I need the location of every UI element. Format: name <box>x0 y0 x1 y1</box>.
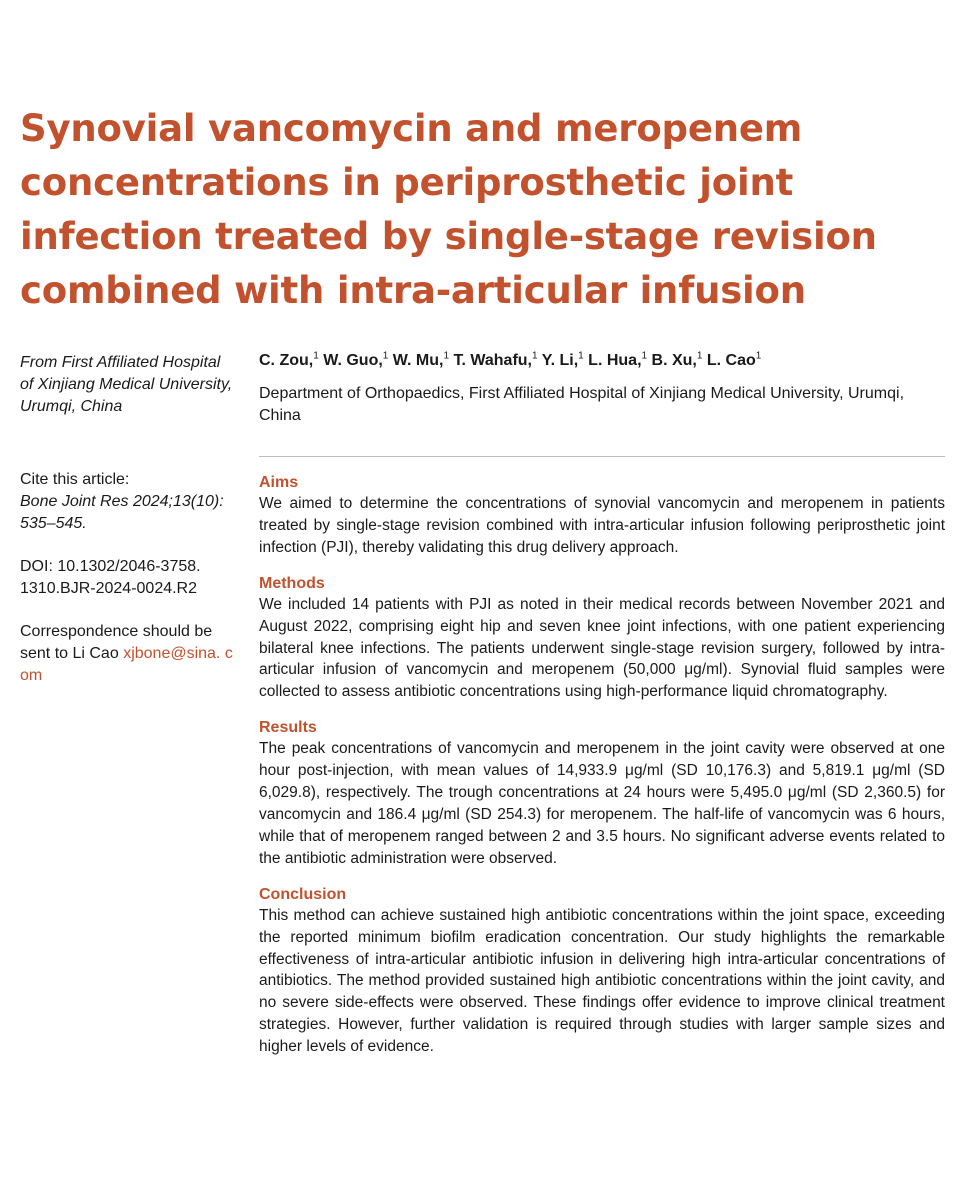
author-affiliation-number: 1 <box>578 350 584 362</box>
author-name: Y. Li, <box>541 352 579 369</box>
section-results <box>259 718 945 869</box>
correspondence-text: Correspondence should be sent to Li Cao <box>20 623 213 662</box>
author-name: B. Xu, <box>651 352 697 369</box>
section-body: We aimed to determine the concentrations of synovial vancomycin and meropenem in patients treated by single-stage revision combined with intra-articular infusion following periprosthetic joint infection (PJI), thereby validating this drug delivery approach. <box>259 495 945 556</box>
article-sidebar <box>20 352 235 687</box>
author-affiliation-number: 1 <box>382 350 389 362</box>
section-conclusion <box>259 885 945 1058</box>
author-affiliation-number: 1 <box>531 350 538 362</box>
author <box>393 352 449 369</box>
section-heading: Results <box>259 719 317 737</box>
author-affiliation-number: 1 <box>755 350 762 362</box>
author-name: W. Mu, <box>392 352 444 369</box>
section-heading: Conclusion <box>259 885 347 903</box>
doi: DOI: 10.1302/2046-3758. 1310.BJR-2024-0024.R2 <box>20 558 201 597</box>
author <box>542 352 584 369</box>
section-divider <box>259 456 945 457</box>
author <box>588 352 647 369</box>
section-body: We included 14 patients with PJI as noted in their medical records between November 2021 and August 2022, comprising eight hip and seven knee joint infections, with one patient experiencing bilateral knee infections. The patients underwent single-stage revision surgery, followed by intra-articular infusion of vancomycin and meropenem (50,000 μg/ml). Synovial fluid samples were collected to assess antibiotic concentrations using high-performance liquid chromatography. <box>259 595 945 701</box>
author <box>652 352 703 369</box>
correspondence <box>20 621 235 687</box>
author <box>259 352 319 369</box>
citation-label: Cite this article: <box>20 471 130 488</box>
author <box>707 352 761 369</box>
author-name: W. Guo, <box>323 352 383 369</box>
section-methods <box>259 574 945 704</box>
citation-journal: Bone Joint Res 2024;13(10): 535–545. <box>20 493 224 532</box>
author-affiliation-number: 1 <box>696 350 703 362</box>
citation-block <box>20 469 235 535</box>
section-heading: Methods <box>259 574 325 592</box>
author-name: L. Cao <box>706 352 756 369</box>
section-aims <box>259 473 945 559</box>
article-title: Synovial vancomycin and meropenem concentrations in periprosthetic joint infection treated by single-stage revision combined with intra-articular infusion <box>20 107 877 312</box>
article-main <box>259 350 945 1073</box>
author-list <box>259 350 945 372</box>
section-heading: Aims <box>259 474 299 491</box>
author-affiliation: Department of Orthopaedics, First Affiliated Hospital of Xinjiang Medical University, Urumqi, China <box>259 385 905 424</box>
section-body: The peak concentrations of vancomycin and meropenem in the joint cavity were observed at one hour post-injection, with mean values of 14,933.9 μg/ml (SD 10,176.3) and 5,819.1 μg/ml (SD 6,029.8), respectively. The trough concentrations at 24 hours were 5,495.0 μg/ml (SD 2,360.5) for vancomycin and 186.4 μg/ml (SD 254.3) for meropenem. The half-life of vancomycin was 6 hours, while that of meropenem ranged between 2 and 3.5 hours. No significant adverse events related to the antibiotic administration were observed. <box>259 740 945 867</box>
author-name: L. Hua, <box>588 352 642 369</box>
author-name: C. Zou, <box>259 352 314 369</box>
author <box>453 352 537 369</box>
section-body: This method can achieve sustained high antibiotic concentrations within the joint space, exceeding the reported minimum biofilm eradication concentration. Our study highlights the remarkable effectiveness of intra-articular antibiotic infusion in delivering high intra-articular concentrations of antibiotics. The method provided sustained high antibiotic concentrations within the joint cavity, and no severe side-effects were observed. These findings offer evidence to improve clinical treatment strategies. However, further validation is required through studies with larger sample sizes and higher levels of evidence. <box>259 906 945 1056</box>
author <box>323 352 388 369</box>
author-affiliation-number: 1 <box>443 350 450 362</box>
author-affiliation-number: 1 <box>641 350 648 362</box>
correspondence-email-link[interactable]: xjbone@sina. com <box>20 645 233 684</box>
author-affiliation-number: 1 <box>313 350 319 362</box>
institution-origin: From First Affiliated Hospital of Xinjiang Medical University, Urumqi, China <box>20 354 233 415</box>
author-name: T. Wahafu, <box>453 352 532 369</box>
